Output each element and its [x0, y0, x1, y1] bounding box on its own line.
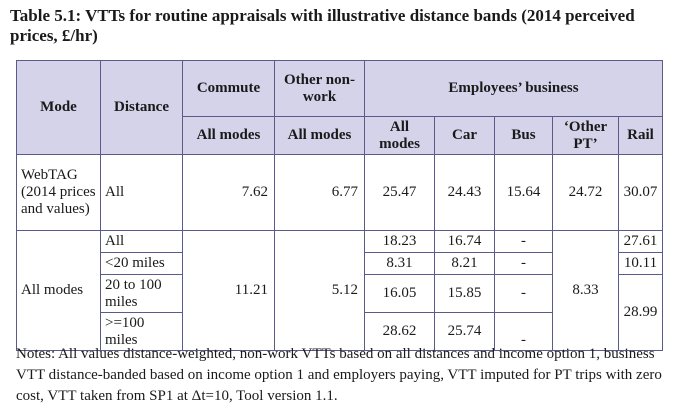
subheader-commute-all-modes: All modes: [183, 117, 275, 155]
cell-allmodes-commute: 11.21: [183, 231, 275, 351]
subheader-other-pt: ‘Other PT’: [553, 117, 619, 155]
cell-webtag-commute: 7.62: [183, 155, 275, 231]
band-car-0: 16.74: [435, 231, 495, 253]
subheader-rail: Rail: [619, 117, 663, 155]
cell-allmodes-rail-long: 28.99: [619, 275, 663, 351]
band-car-2: 15.85: [435, 275, 495, 313]
table-notes: Notes: All values distance-weighted, non-work VTTs based on all distances and income option 1, business VTT distance-banded based on income option 1 and employers paying, VTT imputed for PT trips with zero cost, VTT taken from SP1 at Δt=10, Tool version 1.1.: [16, 346, 662, 404]
band-bus-0: -: [495, 231, 553, 253]
vtt-table: [16, 60, 663, 351]
table-title: Table 5.1: VTTs for routine appraisals with illustrative distance bands (2014 perceived prices, £/hr): [10, 6, 635, 45]
cell-allmodes-nonwork: 5.12: [275, 231, 365, 351]
header-distance: Distance: [101, 61, 183, 155]
band-rail-1: 10.11: [619, 253, 663, 275]
subheader-bus: Bus: [495, 117, 553, 155]
band-all-1: 8.31: [365, 253, 435, 275]
subheader-nonwork-all-modes: All modes: [275, 117, 365, 155]
cell-webtag-business-all: 25.47: [365, 155, 435, 231]
cell-allmodes-other-pt: 8.33: [553, 231, 619, 351]
band-distance-1: <20 miles: [101, 253, 183, 275]
band-rail-0: 27.61: [619, 231, 663, 253]
row-webtag-distance: All: [101, 155, 183, 231]
band-bus-1: -: [495, 253, 553, 275]
header-other-nonwork: Other non-work: [275, 61, 365, 117]
band-all-3: 28.62: [365, 313, 435, 351]
row-webtag-mode: WebTAG (2014 prices and values): [17, 155, 101, 231]
band-distance-0: All: [101, 231, 183, 253]
header-mode: Mode: [17, 61, 101, 155]
band-car-3: 25.74: [435, 313, 495, 351]
subheader-car: Car: [435, 117, 495, 155]
band-bus-3: -: [495, 313, 553, 351]
cell-webtag-other-pt: 24.72: [553, 155, 619, 231]
band-bus-2: -: [495, 275, 553, 313]
band-car-1: 8.21: [435, 253, 495, 275]
cell-webtag-bus: 15.64: [495, 155, 553, 231]
header-employers-business: Employees’ business: [365, 61, 663, 117]
cell-webtag-rail: 30.07: [619, 155, 663, 231]
cell-webtag-car: 24.43: [435, 155, 495, 231]
subheader-business-all-modes: All modes: [365, 117, 435, 155]
band-all-2: 16.05: [365, 275, 435, 313]
band-distance-2: 20 to 100 miles: [101, 275, 183, 313]
band-all-0: 18.23: [365, 231, 435, 253]
band-distance-3: >=100 miles: [101, 313, 183, 351]
header-commute: Commute: [183, 61, 275, 117]
cell-webtag-nonwork: 6.77: [275, 155, 365, 231]
row-allmodes-mode: All modes: [17, 231, 101, 351]
